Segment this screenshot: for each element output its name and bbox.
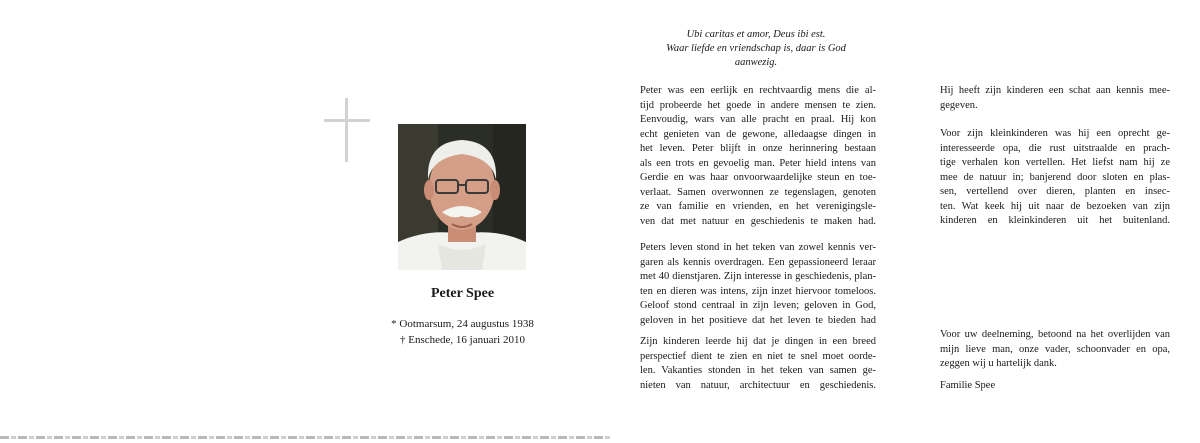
paragraph-character: [640, 84, 876, 229]
text-line: Peter was een eerlijk en rechtvaardig mens die al-: [640, 85, 876, 96]
text-line: met 40 dienstjaren. Zijn interesse in geschiedenis, plan-: [640, 271, 876, 282]
paragraph-grandchildren: [940, 127, 1170, 229]
paragraph-legacy: [940, 84, 1170, 113]
text-line: Zijn kinderen leerde hij dat je dingen in een breed: [640, 336, 876, 347]
text-line: Peters leven stond in het teken van zowel kennis ver-: [640, 242, 876, 253]
text-line: ten. Wat keek hij uit naar de bezoeken van zijn: [940, 200, 1170, 212]
text-line: Voor zijn kleinkinderen was hij een oprecht ge-: [940, 128, 1170, 139]
text-line: Gerdie en was haar onvoorwaardelijke steun en toe-: [640, 172, 876, 183]
family-signoff: Familie Spee: [940, 380, 996, 391]
memorial-cross-icon: [324, 98, 370, 162]
text-line: als een trots en gevoelig man. Peter hield intens van: [640, 157, 876, 169]
text-line: interesseerde opa, die rust uitstraalde en prach-: [940, 142, 1170, 154]
paragraph-children: [640, 335, 876, 393]
text-line: mee de natuur in; banjerend door sloten en plas-: [940, 171, 1170, 183]
death-line: † Enschede, 16 januari 2010: [400, 334, 525, 346]
text-line: ven dat met natuur en geschiedenis te maken had.: [640, 215, 876, 227]
motto-line: Ubi caritas et amor, Deus ibi est.: [686, 29, 826, 40]
motto-line: Waar liefde en vriendschap is, daar is God: [666, 43, 846, 54]
scan-edge-divider: [0, 436, 610, 439]
text-line: echt genieten van de gewone, alledaagse dingen in: [640, 128, 876, 140]
text-line: perspectief dient te zien en niet te snel moet oorde-: [640, 350, 876, 362]
text-line: ten en dieren was intens, zijn inzet hiervoor tomeloos.: [640, 285, 876, 297]
motto: [636, 28, 876, 70]
text-line: ze van familie en vrienden, en het verenigingsle-: [640, 201, 876, 212]
motto-line: aanwezig.: [734, 57, 778, 68]
text-line: kinderen en kleinkinderen uit het buitenland.: [940, 215, 1170, 226]
text-line: Geloof stond centraal in zijn leven; geloven in God,: [640, 300, 876, 311]
text-line: tijd probeerde het goede in andere mensen te zien.: [640, 99, 876, 111]
text-line: zeggen wij u hartelijk dank.: [940, 358, 1057, 369]
text-line: verlaat. Samen overwonnen ze tegenslagen, genoten: [640, 186, 876, 198]
text-line: len. Vakanties stonden in het teken van samen ge-: [640, 365, 876, 376]
text-line: Hij heeft zijn kinderen een schat aan kennis mee-: [940, 85, 1170, 96]
text-line: gegeven.: [940, 99, 978, 111]
text-line: nieten van natuur, architectuur en geschiedenis.: [640, 379, 876, 391]
birth-line: * Ootmarsum, 24 augustus 1938: [391, 318, 534, 330]
deceased-name: Peter Spee: [430, 286, 495, 301]
paragraph-knowledge: [640, 241, 876, 328]
text-line: Eenvoudig, wars van alle pracht en praal. Hij kon: [640, 114, 876, 125]
text-line: geloven in het positieve dat het leven te bieden had: [640, 314, 876, 326]
portrait-photo: [398, 124, 526, 270]
text-line: mijn lieve man, onze vader, schoonvader en opa,: [940, 343, 1170, 355]
text-line: garen als kennis overdragen. Een gepassioneerd leraar: [640, 256, 876, 268]
text-line: sen, vertellend over dieren, planten en insec-: [940, 186, 1170, 197]
text-line: Voor uw deelneming, betoond na het overlijden van: [940, 329, 1170, 340]
paragraph-thanks: [940, 328, 1170, 372]
text-line: tige verhalen kon vertellen. Het liefst nam hij ze: [940, 157, 1170, 168]
text-line: het leven. Peter blijft in onze herinnering bestaan: [640, 143, 876, 154]
